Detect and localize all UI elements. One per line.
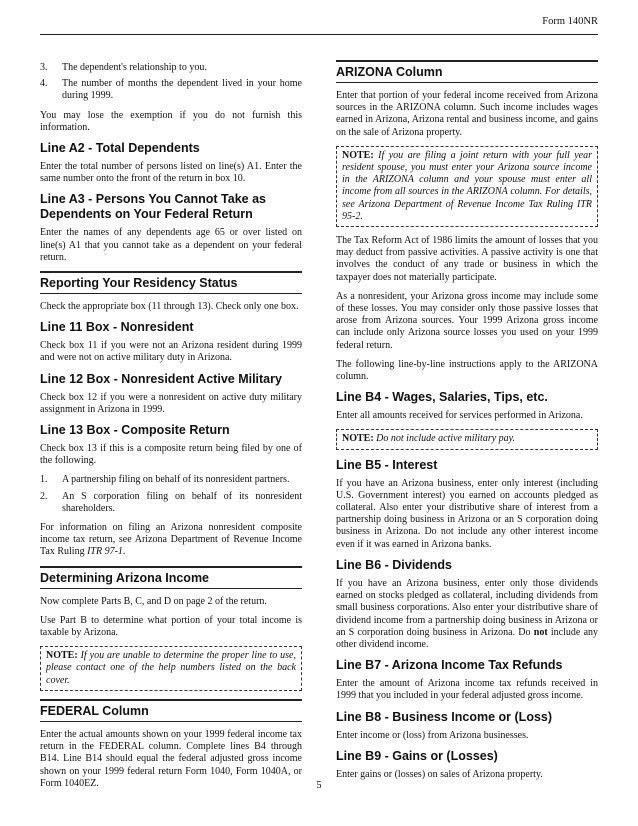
nonresident-losses-paragraph: As a nonresident, your Arizona gross income may include some of these losses. You may consider only those passive losses that arose from Arizona sources. Your 1999 Arizona gross income can include only Arizona source losses you used on your 1999 federal return.	[336, 290, 598, 351]
line-a3-paragraph: Enter the names of any dependents age 65 or over listed on line(s) A1 that you cannot take as a dependent on your federal return.	[40, 227, 302, 263]
heading-arizona-column: ARIZONA Column	[336, 60, 598, 83]
right-column	[336, 60, 598, 788]
heading-determining-income: Determining Arizona Income	[40, 566, 302, 589]
line-11-paragraph: Check box 11 if you were not an Arizona resident during 1999 and were not on active military duty in Arizona.	[40, 340, 302, 364]
note-help-numbers	[40, 646, 302, 691]
line-b9-paragraph: Enter gains or (losses) on sales of Arizona property.	[336, 768, 543, 780]
list-number: 2.	[40, 490, 48, 502]
note-text: If you are unable to determine the proper line to use, please contact one of the help numbers listed on the back cover.	[46, 650, 296, 686]
federal-paragraph: Enter the actual amounts shown on your 1999 federal income tax return in the FEDERAL column. Complete lines B4 through B14. Line B14 should equal the federal adjusted gross income shown on your 1999 federal return Form 1040, Form 1040A, or Form 1040EZ.	[40, 728, 302, 789]
list-text: An S corporation filing on behalf of its nonresident shareholders.	[62, 490, 302, 514]
note-label: NOTE:	[46, 650, 78, 662]
part-b-paragraph: Use Part B to determine what portion of your total income is taxable by Arizona.	[40, 614, 302, 639]
note-label: NOTE:	[342, 149, 374, 161]
heading-line-11: Line 11 Box - Nonresident	[40, 320, 194, 335]
line-by-line-paragraph: The following line-by-line instructions apply to the ARIZONA column.	[336, 358, 598, 383]
line-12-paragraph: Check box 12 if you were a nonresident on active duty military assignment in Arizona in 1999.	[40, 391, 302, 415]
arizona-paragraph: Enter that portion of your federal income received from Arizona sources in the ARIZONA column. Such income includes wages earned in Arizona, Arizona rental and business income, and gains on the sale of Arizona property.	[336, 90, 598, 138]
note-military-pay	[336, 429, 598, 449]
heading-federal-column: FEDERAL Column	[40, 699, 302, 722]
heading-line-12: Line 12 Box - Nonresident Active Military	[40, 371, 282, 386]
list-number: 3.	[40, 62, 48, 73]
line-b5-paragraph: If you have an Arizona business, enter only interest (including U.S. Government interest) you earned on accounts pledged as collateral. Also enter your distributive share of interest from a partnership doing business in Arizona or an S corporation doing business in Arizona. Do not include any other interest income even if it was earned in Arizona banks.	[336, 477, 598, 550]
heading-residency-status: Reporting Your Residency Status	[40, 271, 302, 294]
composite-text-end: .	[122, 546, 126, 558]
exemption-paragraph: You may lose the exemption if you do not furnish this information.	[40, 109, 302, 133]
list-item	[40, 474, 302, 486]
dependent-info-list	[40, 62, 302, 103]
heading-line-a3: Line A3 - Persons You Cannot Take as Dependents on Your Federal Return	[40, 192, 266, 222]
composite-info-paragraph	[40, 522, 302, 559]
list-item	[40, 62, 302, 74]
tax-reform-paragraph: The Tax Reform Act of 1986 limits the amount of losses that you may deduct from passive activities. A passive activity is one that involves the conduct of any trade or business in which the taxpayer does not materially participate.	[336, 235, 598, 283]
line-b6-paragraph	[336, 578, 598, 651]
page-header	[40, 14, 598, 35]
heading-line-13: Line 13 Box - Composite Return	[40, 423, 230, 438]
parts-paragraph: Now complete Parts B, C, and D on page 2 of the return.	[40, 595, 267, 607]
line-a2-paragraph: Enter the total number of persons listed on line(s) A1. Enter the same number onto the front of the return in box 10.	[40, 161, 302, 185]
page-footer	[0, 780, 638, 791]
line-13-paragraph: Check box 13 if this is a composite return being filed by one of the following.	[40, 443, 302, 467]
form-name: Form 140NR	[542, 16, 598, 27]
list-text: The number of months the dependent lived in your home during 1999.	[62, 78, 302, 102]
page-number: 5	[316, 780, 322, 791]
heading-line-b4: Line B4 - Wages, Salaries, Tips, etc.	[336, 390, 548, 405]
residency-paragraph: Check the appropriate box (11 through 13). Check only one box.	[40, 301, 299, 313]
note-text: Do not include active military pay.	[373, 433, 516, 445]
list-number: 4.	[40, 78, 48, 90]
ruling-reference: ITR 97-1	[87, 546, 123, 558]
heading-line-a2: Line A2 - Total Dependents	[40, 141, 200, 156]
line-b6-text-end: include any other dividend income.	[336, 626, 599, 650]
list-text: A partnership filing on behalf of its nonresident partners.	[62, 474, 290, 486]
note-text: If you are filing a joint return with your full year resident spouse, you must enter your Arizona source income in the ARIZONA column and your spouse must enter all income from all sources in the ARIZONA column. For details, see Arizona Department of Revenue Income Tax Ruling ITR 95-2.	[342, 149, 592, 222]
heading-line-b8: Line B8 - Business Income or (Loss)	[336, 709, 553, 724]
note-label: NOTE:	[342, 433, 374, 445]
heading-line-b6: Line B6 - Dividends	[336, 557, 452, 572]
left-column	[40, 62, 302, 797]
heading-line-b9: Line B9 - Gains or (Losses)	[336, 748, 498, 763]
list-text: The dependent's relationship to you.	[62, 62, 207, 73]
line-b8-paragraph: Enter income or (loss) from Arizona businesses.	[336, 729, 529, 741]
line-b4-paragraph: Enter all amounts received for services performed in Arizona.	[336, 410, 583, 422]
composite-text: For information on filing an Arizona nonresident composite income tax return, see Arizona Department of Revenue Income Tax Ruling	[40, 522, 302, 558]
emphasis-not: not	[533, 626, 548, 638]
line-b7-paragraph: Enter the amount of Arizona income tax refunds received in 1999 that you included in your federal adjusted gross income.	[336, 678, 598, 702]
note-joint-return	[336, 146, 598, 227]
list-item	[40, 78, 302, 102]
heading-line-b5: Line B5 - Interest	[336, 457, 438, 472]
line-b6-text: If you have an Arizona business, enter only those dividends earned on stocks pledged as collateral, including dividends from small business corporations. Also enter your distributive share of dividend income from a partnership doing business in Arizona or an S corporation doing business in Arizona. Do	[336, 577, 598, 638]
composite-list	[40, 474, 302, 515]
list-item	[40, 491, 302, 515]
list-number: 1.	[40, 474, 48, 486]
heading-line-b7: Line B7 - Arizona Income Tax Refunds	[336, 658, 563, 673]
